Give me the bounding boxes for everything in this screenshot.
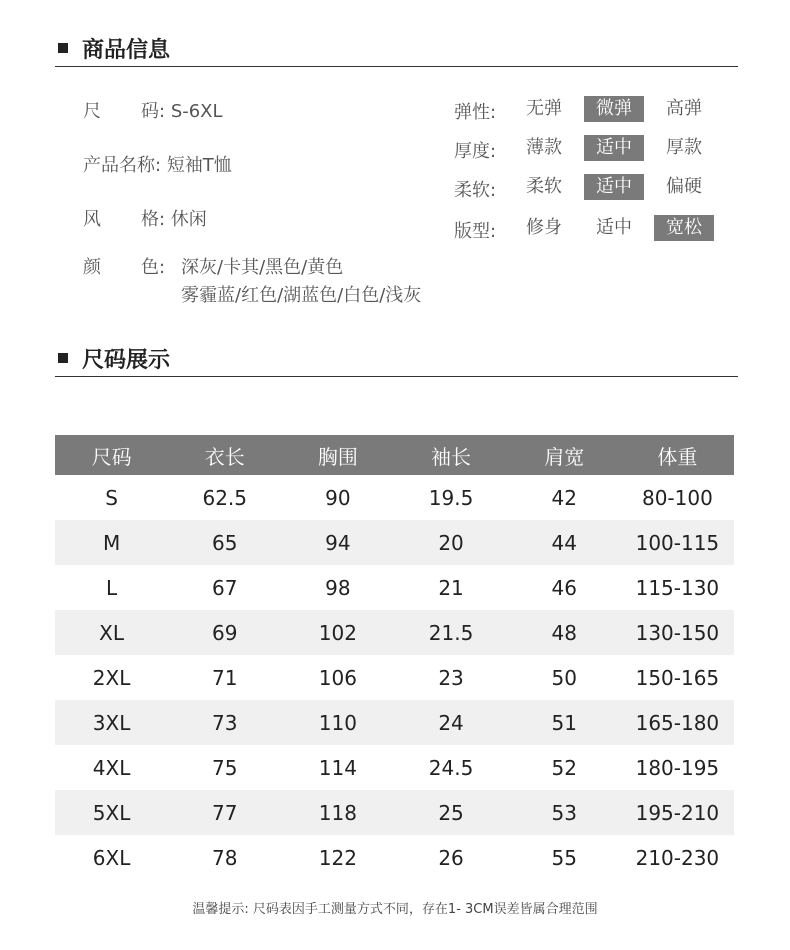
table-cell: 98 <box>325 575 351 600</box>
table-cell: 50 <box>551 665 577 690</box>
table-cell: 180-195 <box>635 755 720 780</box>
table-cell: 44 <box>508 520 621 565</box>
table-cell: 51 <box>508 700 621 745</box>
size-note: 温馨提示: 尺码表因手工测量方式不同，存在1- 3CM误差皆属合理范围 <box>192 902 598 917</box>
table-cell: 150-165 <box>635 665 720 690</box>
table-row <box>55 745 734 790</box>
section-header-size-display <box>55 338 738 377</box>
info-value: 休闲 <box>170 209 207 230</box>
table-cell: 110 <box>281 700 394 745</box>
table-row <box>55 610 734 655</box>
info-value: 短袖T恤 <box>166 155 232 176</box>
table-cell: 42 <box>551 485 577 510</box>
table-cell: 24.5 <box>428 755 474 780</box>
attribute-option: 适中 <box>584 174 644 200</box>
table-cell: 195-210 <box>621 790 734 835</box>
attribute-option: 柔软 <box>526 176 562 197</box>
color-list-line: 雾霾蓝/红色/湖蓝色/白色/浅灰 <box>181 285 422 306</box>
table-row <box>55 700 734 745</box>
attribute-option: 修身 <box>526 217 562 238</box>
table-cell: 100-115 <box>621 520 734 565</box>
attribute-option: 薄款 <box>526 137 562 158</box>
table-cell: 71 <box>212 665 238 690</box>
table-cell: 5XL <box>55 790 168 835</box>
table-cell: 75 <box>212 755 238 780</box>
table-cell: 115-130 <box>635 575 720 600</box>
table-cell: 67 <box>212 575 238 600</box>
table-cell: 118 <box>281 790 394 835</box>
info-key: 格: <box>141 209 166 230</box>
table-cell: M <box>55 520 168 565</box>
table-cell: 69 <box>168 610 281 655</box>
info-value: S-6XL <box>170 101 223 122</box>
table-cell: 21.5 <box>394 610 507 655</box>
table-cell: 20 <box>394 520 507 565</box>
attribute-option: 高弹 <box>666 98 702 119</box>
column-header: 袖长 <box>394 435 507 475</box>
table-cell: 25 <box>394 790 507 835</box>
table-cell: L <box>106 575 118 600</box>
table-cell: 78 <box>212 845 238 870</box>
info-key: 产品名称: <box>83 155 162 176</box>
color-list-line: 深灰/卡其/黑色/黄色 <box>181 257 344 278</box>
column-header: 体重 <box>621 435 734 475</box>
table-cell: 4XL <box>92 755 131 780</box>
info-key: 尺 <box>83 101 101 122</box>
table-cell: 53 <box>508 790 621 835</box>
table-row <box>55 565 734 610</box>
table-cell: 23 <box>438 665 464 690</box>
info-size <box>83 97 223 123</box>
table-row <box>55 655 734 700</box>
table-cell: 106 <box>318 665 357 690</box>
attribute-label: 柔软: <box>454 180 497 201</box>
table-cell: 102 <box>281 610 394 655</box>
table-cell: 48 <box>508 610 621 655</box>
attribute-option: 无弹 <box>526 98 562 119</box>
column-header: 肩宽 <box>508 435 621 475</box>
table-cell: 94 <box>281 520 394 565</box>
table-cell: 46 <box>551 575 577 600</box>
square-bullet-icon <box>58 43 68 53</box>
table-cell: 21 <box>438 575 464 600</box>
table-cell: 19.5 <box>428 485 474 510</box>
info-key: 码: <box>141 101 166 122</box>
attribute-option: 厚款 <box>666 137 702 158</box>
attribute-option: 适中 <box>596 217 632 238</box>
table-cell: 90 <box>325 485 351 510</box>
table-body <box>55 475 734 880</box>
info-key: 风 <box>83 209 101 230</box>
info-product-name <box>83 151 232 177</box>
attribute-option: 适中 <box>584 135 644 161</box>
info-value <box>181 254 421 310</box>
table-cell: 55 <box>551 845 577 870</box>
table-cell: 65 <box>168 520 281 565</box>
table-row <box>55 475 734 520</box>
table-cell: 2XL <box>92 665 131 690</box>
table-cell: 52 <box>551 755 577 780</box>
table-cell: 77 <box>168 790 281 835</box>
table-cell: 26 <box>438 845 464 870</box>
table-cell: 62.5 <box>202 485 247 510</box>
table-cell: 122 <box>318 845 357 870</box>
section-title: 商品信息 <box>82 38 171 63</box>
info-colors <box>83 254 422 306</box>
info-style <box>83 205 207 231</box>
section-title: 尺码展示 <box>82 348 171 373</box>
column-header: 衣长 <box>168 435 281 475</box>
column-header: 尺码 <box>55 435 168 475</box>
table-cell: 130-150 <box>621 610 734 655</box>
info-key: 颜 <box>83 257 101 278</box>
column-header: 胸围 <box>281 435 394 475</box>
info-key: 色: <box>141 257 166 278</box>
size-chart-table <box>55 435 734 880</box>
table-cell: 3XL <box>55 700 168 745</box>
table-row <box>55 835 734 880</box>
table-cell: 165-180 <box>621 700 734 745</box>
table-cell: 114 <box>318 755 357 780</box>
table-cell: S <box>105 485 118 510</box>
table-cell: 6XL <box>92 845 131 870</box>
table-cell: 73 <box>168 700 281 745</box>
table-row <box>55 520 734 565</box>
square-bullet-icon <box>58 353 68 363</box>
section-header-product-info <box>55 28 738 67</box>
table-cell: 80-100 <box>641 485 713 510</box>
attribute-label: 厚度: <box>454 141 497 162</box>
attribute-label: 版型: <box>454 221 497 242</box>
table-cell: 210-230 <box>635 845 720 870</box>
attribute-option: 微弹 <box>584 96 644 122</box>
attribute-label: 弹性: <box>454 102 497 123</box>
table-row <box>55 790 734 835</box>
table-header-row <box>55 435 734 475</box>
table-cell: 24 <box>394 700 507 745</box>
attribute-option: 宽松 <box>654 215 714 241</box>
attribute-option: 偏硬 <box>666 176 702 197</box>
table-cell: XL <box>55 610 168 655</box>
